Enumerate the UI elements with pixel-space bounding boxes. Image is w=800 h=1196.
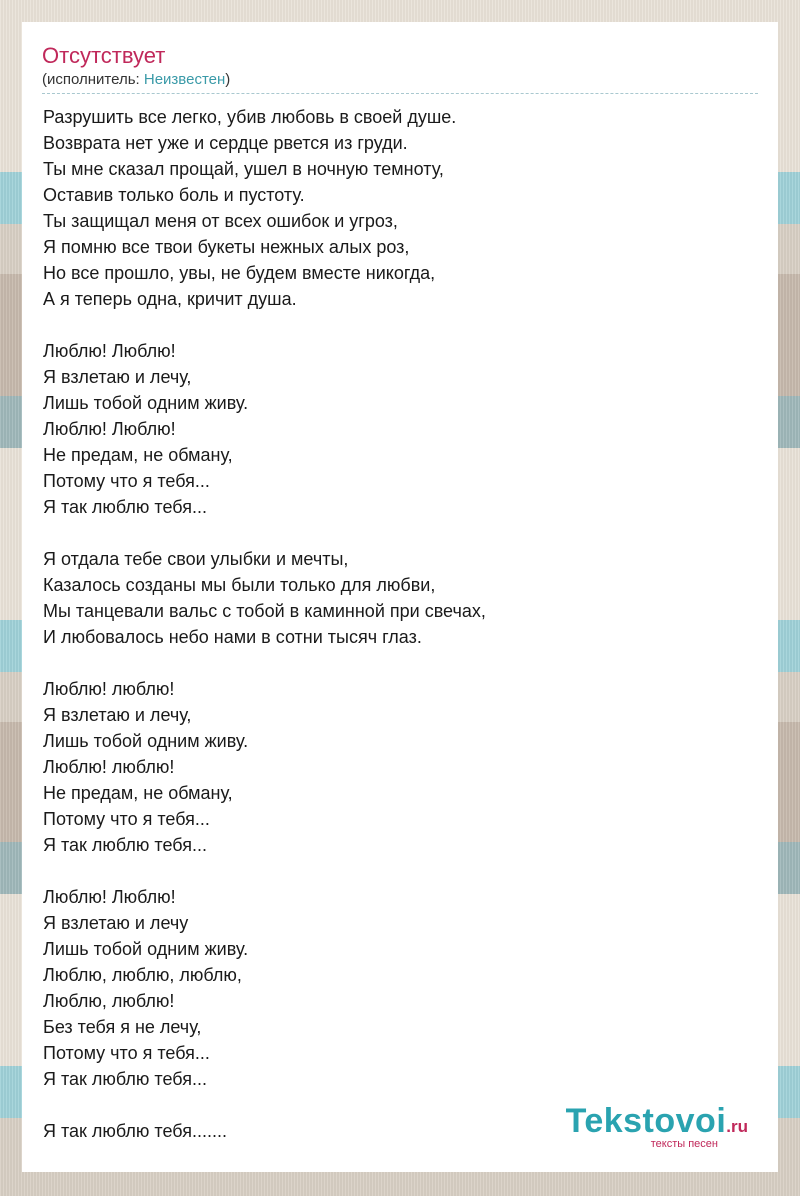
lyric-line: Я взлетаю и лечу, bbox=[43, 367, 192, 387]
lyric-line: Люблю, люблю! bbox=[43, 991, 175, 1011]
lyric-line: Потому что я тебя... bbox=[43, 1043, 210, 1063]
logo-tld: .ru bbox=[726, 1117, 748, 1136]
artist-suffix: ) bbox=[225, 71, 231, 88]
lyric-line: Разрушить все легко, убив любовь в своей душе. bbox=[43, 107, 457, 127]
lyric-line: Я так люблю тебя... bbox=[43, 1069, 207, 1089]
artist-line bbox=[42, 70, 758, 90]
lyric-line: Возврата нет уже и сердце рвется из груди. bbox=[43, 133, 408, 153]
logo-name: Tekstovoi bbox=[565, 1102, 727, 1140]
lyric-line: Люблю! Люблю! bbox=[43, 341, 176, 361]
lyric-line: Люблю! Люблю! bbox=[43, 419, 176, 439]
lyric-line: И любовалось небо нами в сотни тысяч глаз. bbox=[43, 627, 422, 647]
lyric-line: Я отдала тебе свои улыбки и мечты, bbox=[43, 549, 349, 569]
lyric-line: Я так люблю тебя... bbox=[43, 835, 207, 855]
song-header bbox=[42, 42, 758, 90]
lyric-line: Я так люблю тебя....... bbox=[43, 1121, 227, 1141]
lyric-line: Ты защищал меня от всех ошибок и угроз, bbox=[43, 211, 398, 231]
lyric-line: Потому что я тебя... bbox=[43, 471, 210, 491]
song-title: Отсутствует bbox=[42, 43, 166, 68]
lyric-line: Лишь тобой одним живу. bbox=[43, 731, 249, 751]
lyrics-card bbox=[22, 22, 778, 1172]
lyric-line: А я теперь одна, кричит душа. bbox=[43, 289, 297, 309]
lyrics-text bbox=[43, 104, 759, 1144]
lyric-line: Ты мне сказал прощай, ушел в ночную темноту, bbox=[43, 159, 444, 179]
lyric-line: Мы танцевали вальс с тобой в каминной при свечах, bbox=[43, 601, 486, 621]
lyric-line: Люблю! Люблю! bbox=[43, 887, 176, 907]
logo-tagline: тексты песен bbox=[650, 1138, 718, 1150]
lyric-line: Без тебя я не лечу, bbox=[43, 1017, 202, 1037]
artist-link[interactable]: Неизвестен bbox=[143, 71, 226, 88]
lyric-line: Я взлетаю и лечу bbox=[43, 913, 189, 933]
lyric-line: Казалось созданы мы были только для любви, bbox=[43, 575, 436, 595]
lyric-line: Потому что я тебя... bbox=[43, 809, 210, 829]
lyric-line: Лишь тобой одним живу. bbox=[43, 393, 249, 413]
lyric-line: Но все прошло, увы, не будем вместе никогда, bbox=[43, 263, 436, 283]
lyric-line bbox=[43, 650, 759, 676]
lyric-line bbox=[43, 858, 759, 884]
lyric-line bbox=[43, 520, 759, 546]
lyric-line: Я взлетаю и лечу, bbox=[43, 705, 192, 725]
lyric-line: Люблю! люблю! bbox=[43, 757, 175, 777]
lyric-line: Не предам, не обману, bbox=[43, 445, 233, 465]
lyric-line: Не предам, не обману, bbox=[43, 783, 233, 803]
site-logo[interactable] bbox=[566, 1104, 748, 1150]
artist-prefix: (исполнитель: bbox=[42, 71, 144, 88]
lyric-line: Оставив только боль и пустоту. bbox=[43, 185, 305, 205]
lyric-line: Люблю! люблю! bbox=[43, 679, 175, 699]
header-divider bbox=[42, 93, 758, 94]
lyric-line: Я помню все твои букеты нежных алых роз, bbox=[43, 237, 410, 257]
lyric-line: Лишь тобой одним живу. bbox=[43, 939, 249, 959]
lyric-line: Я так люблю тебя... bbox=[43, 497, 207, 517]
lyric-line: Люблю, люблю, люблю, bbox=[43, 965, 242, 985]
lyric-line bbox=[43, 312, 759, 338]
